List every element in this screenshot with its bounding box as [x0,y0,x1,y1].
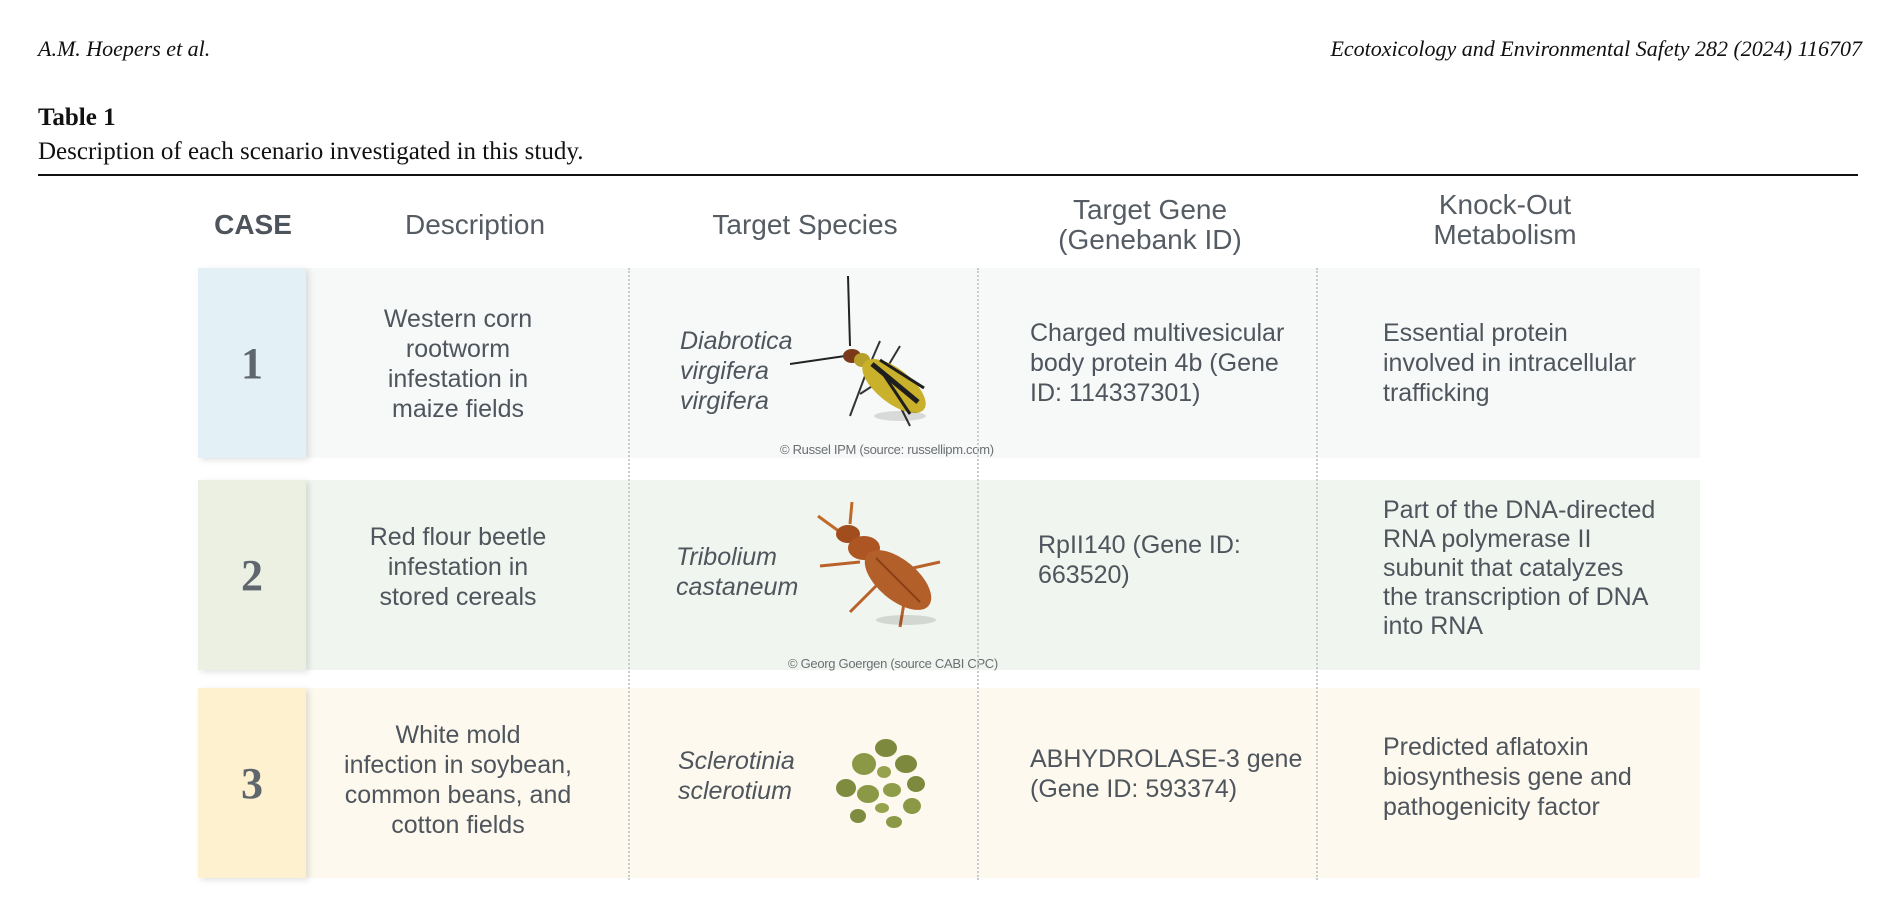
species-line: Tribolium [676,543,777,571]
description-cell [308,720,608,840]
column-divider [628,268,630,880]
species-line: castaneum [676,573,799,601]
corn-rootworm-beetle-icon [790,276,950,446]
image-credit: © Georg Goergen (source CABI CPC) [788,656,998,671]
gene-line: (Gene ID: 593374) [1030,775,1238,803]
ko-line: into RNA [1383,612,1484,640]
gene-line: body protein 4b (Gene [1030,349,1279,377]
flour-beetle-icon [810,502,950,632]
description-cell [308,522,608,612]
running-head-journal: Ecotoxicology and Environmental Safety 282 (2024) 116707 [1330,36,1862,61]
description-line: White mold [395,721,521,749]
target-gene-cell [1038,530,1241,590]
header-knockout-line2: Metabolism [1433,219,1577,250]
description-line: rootworm [405,335,511,363]
header-target-gene-line1: Target Gene [1072,194,1228,225]
ko-line: trafficking [1383,379,1490,407]
gene-line: Charged multivesicular [1030,319,1285,347]
table-row-case-3 [198,688,1700,878]
description-line: infection in soybean, [344,751,572,779]
table-row-case-1 [198,268,1700,458]
header-knockout-line1: Knock-Out [1438,189,1572,220]
target-gene-cell [1030,318,1284,408]
gene-line: ID: 114337301) [1030,379,1201,407]
running-head-authors: A.M. Hoepers et al. [38,36,211,61]
species-line: Sclerotinia [678,747,795,775]
knockout-metabolism-cell [1383,496,1655,641]
gene-line: RpII140 (Gene ID: [1038,531,1241,559]
header-target-gene-line2: (Genebank ID) [1058,224,1242,255]
species-name [678,746,795,806]
case-number: 2 [198,480,306,670]
species-line: virgifera [680,387,769,415]
ko-line: RNA polymerase II [1383,525,1592,553]
table-label: Table 1 [38,104,116,131]
ko-line: pathogenicity factor [1383,793,1600,821]
description-line: maize fields [392,395,524,423]
description-cell [308,304,608,424]
species-name [680,326,793,416]
header-knockout-metabolism [1320,190,1690,250]
case-number: 3 [198,688,306,878]
description-line: Western corn [383,305,533,333]
ko-line: Essential protein [1383,319,1568,347]
ko-line: biosynthesis gene and [1383,763,1632,791]
knockout-metabolism-cell [1383,318,1636,408]
description-line: common beans, and [344,781,572,809]
species-line: virgifera [680,357,769,385]
description-line: cotton fields [391,811,525,839]
description-line: Red flour beetle [369,523,547,551]
header-target-species: Target Species [712,209,898,240]
target-gene-cell [1030,744,1302,804]
species-line: sclerotium [678,777,792,805]
gene-line: 663520) [1038,561,1130,589]
ko-line: the transcription of DNA [1383,583,1649,611]
species-line: Diabrotica [680,327,793,355]
sclerotia-cluster-icon [834,736,934,836]
caption-rule [38,174,1858,176]
ko-line: involved in intracellular [1383,349,1636,377]
gene-line: ABHYDROLASE-3 gene [1030,745,1303,773]
description-line: infestation in [387,365,529,393]
description-line: infestation in [387,553,529,581]
ko-line: subunit that catalyzes [1383,554,1624,582]
ko-line: Part of the DNA-directed [1383,496,1656,524]
header-description: Description [404,209,546,240]
column-divider [977,268,979,880]
table-caption: Description of each scenario investigated in this study. [38,138,584,165]
header-case: CASE [214,209,292,240]
knockout-metabolism-cell [1383,732,1632,822]
image-credit: © Russel IPM (source: russellipm.com) [780,442,994,457]
column-divider [1316,268,1318,880]
species-name [676,542,798,602]
ko-line: Predicted aflatoxin [1383,733,1589,761]
case-number: 1 [198,268,306,458]
header-target-gene [980,195,1320,255]
description-line: stored cereals [379,583,537,611]
table-row-case-2 [198,480,1700,670]
